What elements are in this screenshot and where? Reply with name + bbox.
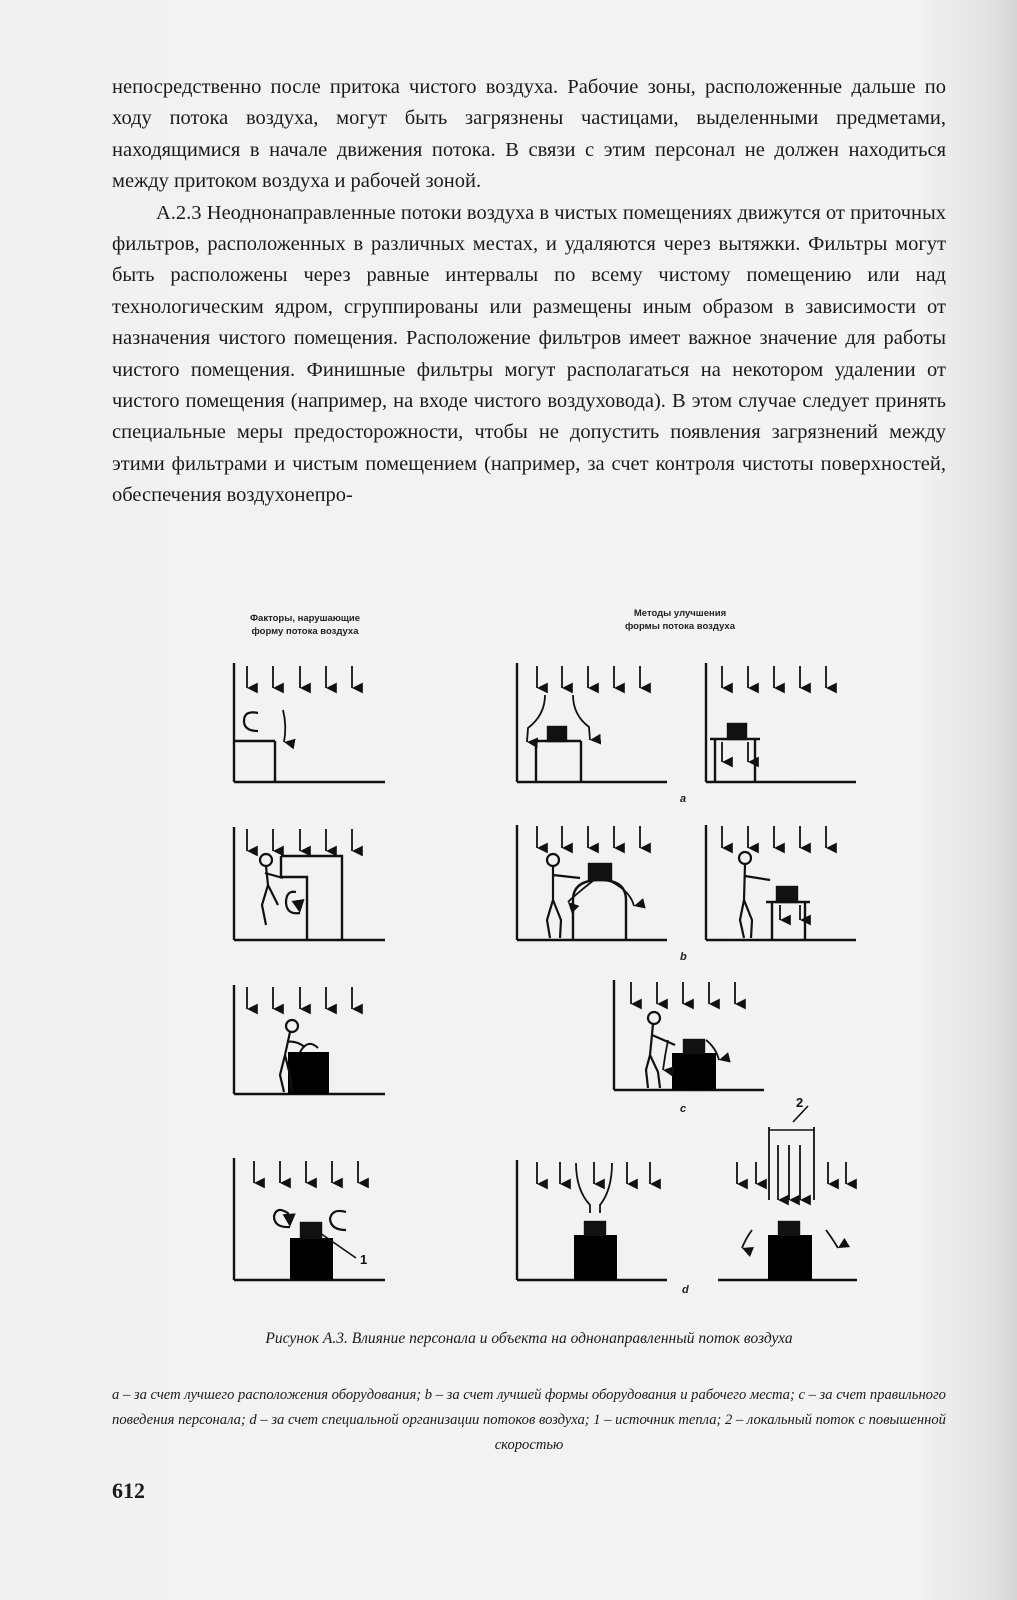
paragraph-1: непосредственно после притока чистого воздуха. Рабочие зоны, расположенные дальше по ходу потока воздуха, могут быть загрязнены частицами, выделенными предметами, находящимися в начале движения потока. В связи с этим персонал не должен находиться между притоком воздуха и рабочей зоной. bbox=[112, 76, 946, 193]
figure-caption: Рисунок А.3. Влияние персонала и объекта на однонаправленный поток воздуха bbox=[265, 1330, 793, 1347]
panel-c-solution bbox=[614, 980, 764, 1090]
figure-letter-d: d bbox=[682, 1284, 689, 1296]
panel-b-solution-2 bbox=[706, 825, 856, 940]
label-1: 1 bbox=[360, 1252, 368, 1267]
figure-left-header: Факторы, нарушающие форму потока воздуха bbox=[249, 613, 361, 637]
panel-b-problem bbox=[234, 827, 385, 940]
panel-d-solution-1 bbox=[517, 1160, 667, 1280]
paragraph-2: А.2.3 Неоднонаправленные потоки воздуха в чистых помещениях движутся от приточных фильтров, расположенных в различных местах, и удаляются через вытяжки. Фильтры могут быть расположены через равные интервалы по всему чистому помещению или над технологическим ядром, сгруппированы или размещены иным образом в зависимости от назначения чистого помещения. Расположение фильтров имеет важное значение для работы чистого помещения. Финишные фильтры могут располагаться на некотором удалении от чистого помещения (например, на входе чистого воздуховода). В этом случае следует принять специальные меры предосторожности, чтобы не допустить появления загрязнений между этими фильтрами и чистым помещением (например, за счет контроля чистоты поверхностей, обеспечения воздухонепро- bbox=[112, 201, 946, 507]
panel-a-solution-1 bbox=[517, 663, 667, 782]
figure-letter-c: c bbox=[680, 1103, 687, 1115]
figure-letter-b: b bbox=[680, 951, 687, 963]
panel-d-solution-2 bbox=[718, 1106, 857, 1280]
page-number: 612 bbox=[112, 1478, 145, 1503]
figure-legend: a – за счет лучшего расположения оборудования; b – за счет лучшей формы оборудования и рабочего места; c – за счет правильного поведения персонала; d – за счет специальной организации потоков воздуха; 1 – источник тепла; 2 – локальный поток с повышенной скоростью bbox=[112, 1387, 946, 1453]
panel-b-solution-1 bbox=[517, 825, 667, 940]
label-2: 2 bbox=[796, 1095, 804, 1110]
panel-a-solution-2 bbox=[706, 663, 856, 782]
panel-c-problem bbox=[234, 985, 385, 1094]
figure-right-header: Методы улучшения формы потока воздуха bbox=[625, 608, 735, 632]
panel-a-problem bbox=[234, 663, 385, 782]
figure-letter-a: a bbox=[680, 793, 687, 805]
